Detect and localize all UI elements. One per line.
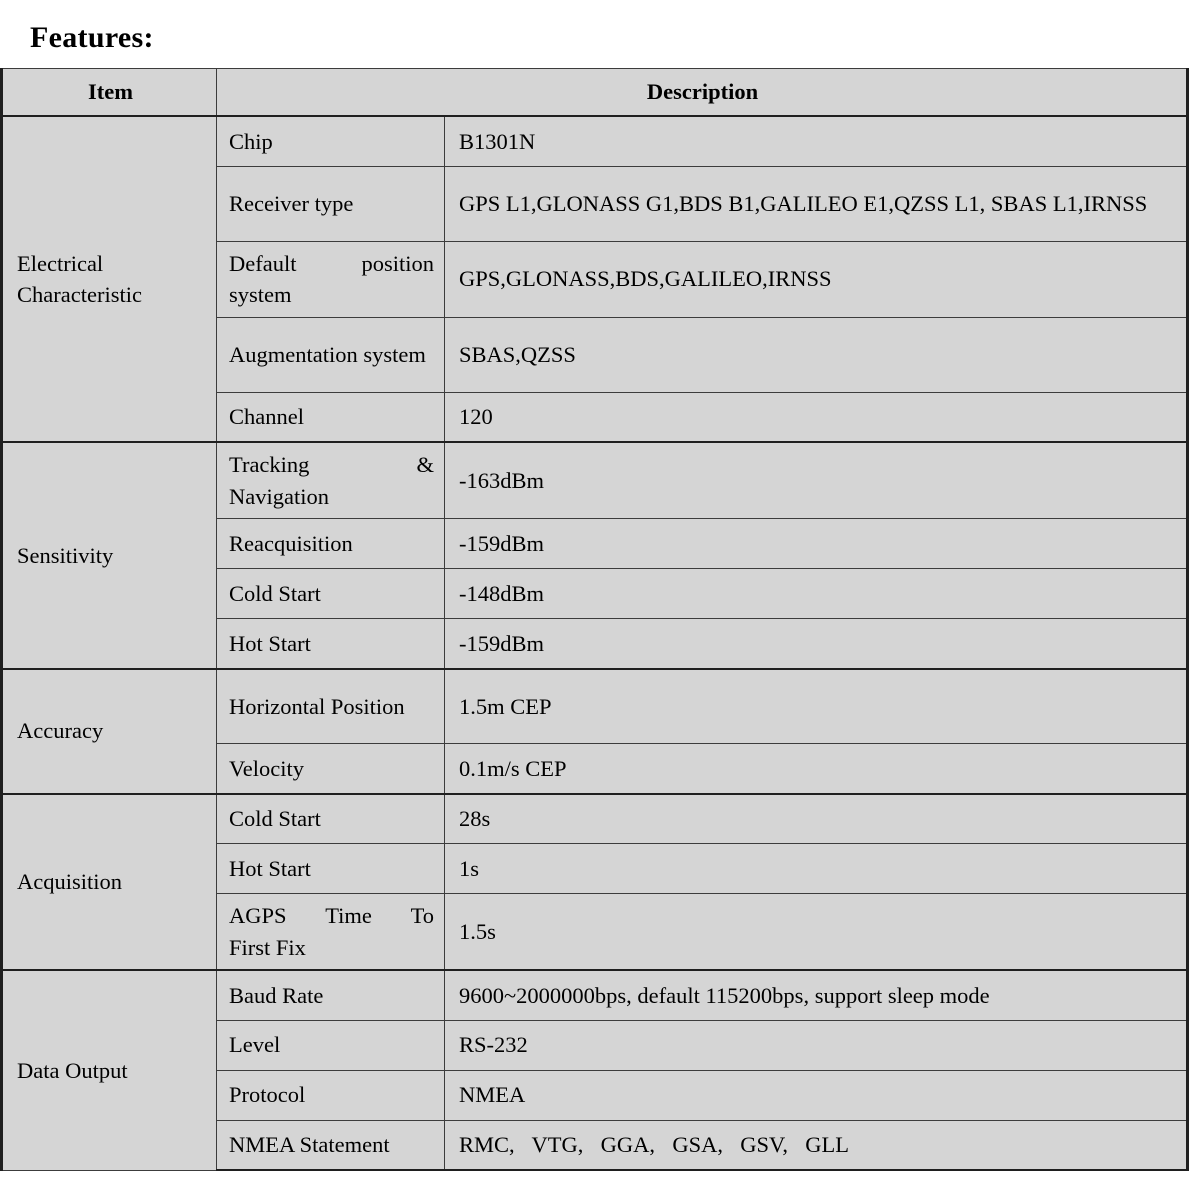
spec-value	[445, 1120, 1188, 1170]
spec-value: 1.5m CEP	[445, 669, 1188, 744]
spec-label: Cold Start	[217, 569, 445, 619]
spec-label: Hot Start	[217, 619, 445, 669]
table-row	[2, 970, 1188, 1020]
spec-label	[217, 894, 445, 971]
spec-label: NMEA Statement	[217, 1120, 445, 1170]
spec-label: Reacquisition	[217, 519, 445, 569]
spec-value: -159dBm	[445, 619, 1188, 669]
category-cell-electrical-characteristic: Electrical Characteristic	[2, 116, 217, 442]
spec-label: Chip	[217, 116, 445, 166]
spec-label-line-1: Tracking &	[229, 452, 434, 477]
table-row	[2, 116, 1188, 166]
spec-value	[445, 166, 1188, 241]
spec-value: -148dBm	[445, 569, 1188, 619]
spec-label: Channel	[217, 392, 445, 442]
category-cell-data-output: Data Output	[2, 970, 217, 1170]
table-row	[2, 669, 1188, 744]
spec-label: Hot Start	[217, 844, 445, 894]
category-cell-acquisition: Acquisition	[2, 794, 217, 971]
spec-value: NMEA	[445, 1070, 1188, 1120]
table-row	[2, 794, 1188, 844]
spec-value: 1.5s	[445, 894, 1188, 971]
spec-value: -159dBm	[445, 519, 1188, 569]
spec-value: RS-232	[445, 1020, 1188, 1070]
spec-label-line-1: AGPS Time To	[229, 903, 434, 928]
spec-value: 1s	[445, 844, 1188, 894]
table-body	[2, 116, 1188, 1170]
table-header-row	[2, 68, 1188, 116]
spec-label	[217, 317, 445, 392]
spec-value-line-2: SBAS L1,IRNSS	[990, 190, 1148, 216]
category-cell-sensitivity: Sensitivity	[2, 442, 217, 669]
features-specification-table	[0, 68, 1189, 1172]
spec-label	[217, 442, 445, 519]
spec-value: B1301N	[445, 116, 1188, 166]
spec-label: Velocity	[217, 744, 445, 794]
table-header	[2, 68, 1188, 116]
spec-value: 120	[445, 392, 1188, 442]
spec-label: Cold Start	[217, 794, 445, 844]
spec-label: Level	[217, 1020, 445, 1070]
category-cell-accuracy: Accuracy	[2, 669, 217, 794]
spec-label-line-1: Augmentation	[229, 341, 358, 367]
spec-label-line-2: Position	[330, 693, 405, 719]
spec-value: 28s	[445, 794, 1188, 844]
spec-label: Protocol	[217, 1070, 445, 1120]
spec-value: GPS,GLONASS,BDS,GALILEO,IRNSS	[445, 241, 1188, 317]
page-title: Features:	[30, 21, 154, 54]
spec-value-justified: RMC, VTG, GGA, GSA, GSV, GLL	[459, 1132, 849, 1157]
column-header-item: Item	[2, 68, 217, 116]
spec-value: 9600~2000000bps, default 115200bps, support sleep mode	[445, 970, 1188, 1020]
spec-value-line-1: GPS L1,GLONASS G1,BDS B1,GALILEO E1,QZSS L1,	[459, 190, 986, 216]
spec-label-line-1: Default position	[229, 250, 434, 276]
spec-label-line-2: system	[363, 341, 426, 367]
spec-label: Baud Rate	[217, 970, 445, 1020]
spec-value: -163dBm	[445, 442, 1188, 519]
column-header-description: Description	[217, 68, 1188, 116]
table-row	[2, 442, 1188, 519]
spec-value: SBAS,QZSS	[445, 317, 1188, 392]
spec-label-line-2: First Fix	[229, 934, 306, 960]
spec-label: Receiver type	[217, 166, 445, 241]
spec-label-line-2: Navigation	[229, 483, 329, 509]
spec-label-line-2: system	[229, 282, 292, 307]
spec-label	[217, 241, 445, 317]
spec-label-line-1: Horizontal	[229, 693, 326, 719]
spec-label	[217, 669, 445, 744]
spec-value: 0.1m/s CEP	[445, 744, 1188, 794]
